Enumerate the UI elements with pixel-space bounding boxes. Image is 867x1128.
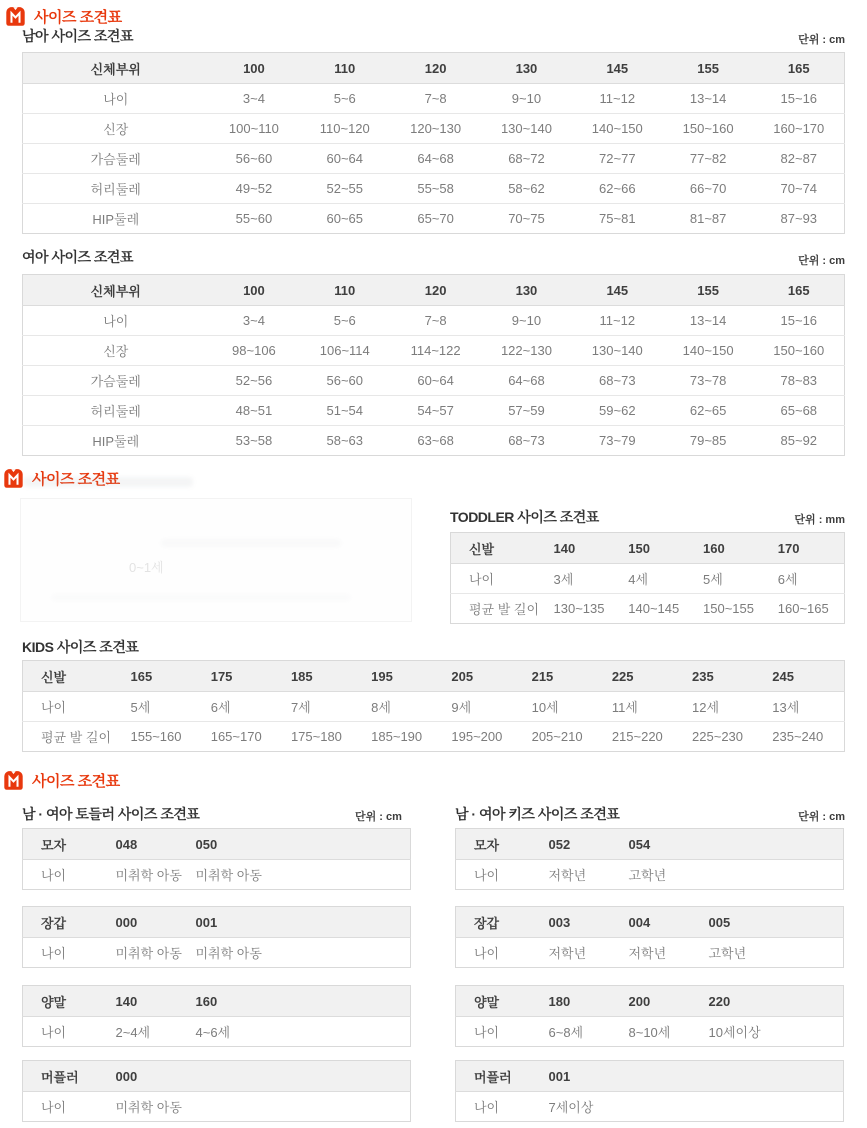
table-row xyxy=(23,1017,411,1047)
table-row-label: 나이 xyxy=(451,564,546,594)
table-cell-value: 64~68 xyxy=(481,366,572,396)
table-cell-value: 140~150 xyxy=(572,114,663,144)
table-cell-value: 15~16 xyxy=(754,84,845,114)
table-row-label: 양말 xyxy=(456,986,541,1017)
table-cell-value: 6~8세 xyxy=(541,1017,621,1047)
table-cell-value: 58~62 xyxy=(481,174,572,204)
table-cell-value: 79~85 xyxy=(663,426,754,456)
table-cell-value: 8세 xyxy=(363,692,443,722)
table-row-label: 나이 xyxy=(23,1092,108,1122)
table-row xyxy=(23,366,845,396)
filler-cell xyxy=(268,907,411,938)
table-cell-value: 60~64 xyxy=(390,366,481,396)
filler-cell xyxy=(781,938,844,968)
toddler-muffler-table xyxy=(22,1060,411,1122)
table-row-label: 나이 xyxy=(456,1092,541,1122)
size-header-value: 205 xyxy=(443,661,523,692)
table-cell-value: 10세 xyxy=(524,692,604,722)
size-header-value: 145 xyxy=(572,275,663,306)
table-cell-value: 저학년 xyxy=(541,938,621,968)
table-row xyxy=(23,396,845,426)
table-cell-value: 5세 xyxy=(123,692,203,722)
table-row-label: 나이 xyxy=(23,1017,108,1047)
toddler-hat-table xyxy=(22,828,411,890)
table-cell-value: 73~79 xyxy=(572,426,663,456)
table-cell-value: 5세 xyxy=(695,564,770,594)
faded-row-smear xyxy=(161,539,341,547)
table-cell-value: 165~170 xyxy=(203,722,283,752)
table-cell-value: 58~63 xyxy=(299,426,390,456)
kids-accessories-title: 남 · 여아 키즈 사이즈 조견표 xyxy=(455,806,620,822)
table-row-label: HIP둘레 xyxy=(23,426,209,456)
table-row-label: 신체부위 xyxy=(23,275,209,306)
table-cell-value: 52~56 xyxy=(209,366,300,396)
table-cell-value: 54~57 xyxy=(390,396,481,426)
faded-title-smear xyxy=(23,477,193,487)
size-header-value: 165 xyxy=(123,661,203,692)
table-row xyxy=(23,336,845,366)
table-cell-value: 56~60 xyxy=(209,144,300,174)
size-header-value: 001 xyxy=(541,1061,621,1092)
table-row-label: 나이 xyxy=(456,938,541,968)
table-row-label: 허리둘레 xyxy=(23,396,209,426)
size-header-value: 100 xyxy=(209,53,300,84)
size-header-value: 180 xyxy=(541,986,621,1017)
table-cell-value: 185~190 xyxy=(363,722,443,752)
toddler-shoe-table xyxy=(450,532,845,624)
table-cell-value: 78~83 xyxy=(754,366,845,396)
table-cell-value: 175~180 xyxy=(283,722,363,752)
size-header-value: 048 xyxy=(108,829,188,860)
table-row-label: 모자 xyxy=(23,829,108,860)
table-cell-value: 64~68 xyxy=(390,144,481,174)
filler-cell xyxy=(781,907,844,938)
table-row xyxy=(23,426,845,456)
table-cell-value: 15~16 xyxy=(754,306,845,336)
table-cell-value: 7세 xyxy=(283,692,363,722)
table-cell-value: 106~114 xyxy=(299,336,390,366)
table-cell-value: 130~140 xyxy=(572,336,663,366)
toddler-chart-title: TODDLER 사이즈 조견표 xyxy=(450,509,599,525)
table-cell-value: 51~54 xyxy=(299,396,390,426)
table-row xyxy=(23,204,845,234)
table-row xyxy=(23,860,411,890)
filler-cell xyxy=(781,986,844,1017)
table-row xyxy=(23,722,845,752)
table-row-label: 신장 xyxy=(23,114,209,144)
table-row-label: 장갑 xyxy=(456,907,541,938)
table-cell-value: 68~72 xyxy=(481,144,572,174)
table-cell-value: 4~6세 xyxy=(188,1017,268,1047)
table-row-label: 나이 xyxy=(23,306,209,336)
table-cell-value: 미취학 아동 xyxy=(108,860,188,890)
table-cell-value: 48~51 xyxy=(209,396,300,426)
table-row xyxy=(451,594,845,624)
kids-accessories-unit: 단위 : cm xyxy=(798,811,845,823)
size-header-value: 155 xyxy=(663,275,754,306)
table-cell-value: 235~240 xyxy=(764,722,844,752)
table-cell-value: 140~150 xyxy=(663,336,754,366)
girls-size-table xyxy=(22,274,845,456)
size-header-value: 245 xyxy=(764,661,844,692)
filler-cell xyxy=(701,860,844,890)
table-cell-value: 205~210 xyxy=(524,722,604,752)
table-cell-value: 57~59 xyxy=(481,396,572,426)
table-cell-value: 62~66 xyxy=(572,174,663,204)
boys-size-table xyxy=(22,52,845,234)
table-row-label: 신발 xyxy=(23,661,123,692)
size-header-value: 220 xyxy=(701,986,781,1017)
kids-shoe-table xyxy=(22,660,845,752)
table-cell-value: 4세 xyxy=(620,564,695,594)
table-cell-value: 7~8 xyxy=(390,84,481,114)
table-cell-value: 65~70 xyxy=(390,204,481,234)
size-header-value: 175 xyxy=(203,661,283,692)
table-cell-value: 110~120 xyxy=(299,114,390,144)
table-cell-value: 85~92 xyxy=(754,426,845,456)
faded-age-text: 0~1세 xyxy=(129,560,164,575)
table-cell-value: 12세 xyxy=(684,692,764,722)
table-cell-value: 52~55 xyxy=(299,174,390,204)
girls-chart-title: 여아 사이즈 조견표 xyxy=(22,249,133,265)
table-cell-value: 62~65 xyxy=(663,396,754,426)
table-cell-value: 140~145 xyxy=(620,594,695,624)
table-row xyxy=(23,84,845,114)
table-cell-value: 11세 xyxy=(604,692,684,722)
filler-cell xyxy=(188,1092,411,1122)
brand-jacket-icon xyxy=(2,467,25,490)
table-cell-value: 122~130 xyxy=(481,336,572,366)
table-cell-value: 60~65 xyxy=(299,204,390,234)
table-cell-value: 160~165 xyxy=(770,594,845,624)
table-cell-value: 6세 xyxy=(203,692,283,722)
table-cell-value: 114~122 xyxy=(390,336,481,366)
table-row-label: 나이 xyxy=(456,860,541,890)
table-row-label: 머플러 xyxy=(456,1061,541,1092)
table-cell-value: 65~68 xyxy=(754,396,845,426)
filler-cell xyxy=(268,1017,411,1047)
table-cell-value: 98~106 xyxy=(209,336,300,366)
table-cell-value: 저학년 xyxy=(541,860,621,890)
section1-header xyxy=(4,5,122,28)
toddler-accessories-title: 남 · 여아 토들러 사이즈 조견표 xyxy=(22,806,200,822)
table-cell-value: 87~93 xyxy=(754,204,845,234)
size-header-value: 100 xyxy=(209,275,300,306)
filler-cell xyxy=(268,860,411,890)
table-cell-value: 63~68 xyxy=(390,426,481,456)
table-row xyxy=(23,1092,411,1122)
kids-muffler-table xyxy=(455,1060,844,1122)
girls-unit-label: 단위 : cm xyxy=(798,255,845,267)
table-cell-value: 8~10세 xyxy=(621,1017,701,1047)
size-header-value: 130 xyxy=(481,53,572,84)
table-row-label: 나이 xyxy=(456,1017,541,1047)
table-cell-value: 3~4 xyxy=(209,306,300,336)
size-header-value: 165 xyxy=(754,275,845,306)
size-header-value: 225 xyxy=(604,661,684,692)
size-header-value: 130 xyxy=(481,275,572,306)
table-cell-value: 150~160 xyxy=(663,114,754,144)
table-cell-value: 68~73 xyxy=(481,426,572,456)
toddler-unit-label: 단위 : mm xyxy=(794,514,845,526)
size-header-value: 003 xyxy=(541,907,621,938)
filler-cell xyxy=(268,986,411,1017)
table-cell-value: 미취학 아동 xyxy=(108,938,188,968)
table-row-label: 허리둘레 xyxy=(23,174,209,204)
size-header-value: 140 xyxy=(108,986,188,1017)
table-row xyxy=(23,692,845,722)
table-cell-value: 59~62 xyxy=(572,396,663,426)
boys-chart-title: 남아 사이즈 조견표 xyxy=(22,28,133,44)
table-cell-value: 미취학 아동 xyxy=(188,860,268,890)
filler-cell xyxy=(621,1092,844,1122)
table-row xyxy=(23,174,845,204)
size-header-value: 000 xyxy=(108,1061,188,1092)
table-cell-value: 150~155 xyxy=(695,594,770,624)
filler-cell xyxy=(701,829,844,860)
size-header-value: 004 xyxy=(621,907,701,938)
table-cell-value: 120~130 xyxy=(390,114,481,144)
size-header-value: 185 xyxy=(283,661,363,692)
size-header-value: 110 xyxy=(299,53,390,84)
table-row xyxy=(23,306,845,336)
size-header-value: 052 xyxy=(541,829,621,860)
table-cell-value: 66~70 xyxy=(663,174,754,204)
table-row-label: 신체부위 xyxy=(23,53,209,84)
table-cell-value: 9세 xyxy=(443,692,523,722)
table-cell-value: 75~81 xyxy=(572,204,663,234)
filler-cell xyxy=(621,1061,844,1092)
size-header-value: 145 xyxy=(572,53,663,84)
kids-chart-title: KIDS 사이즈 조견표 xyxy=(22,639,139,655)
size-header-value: 000 xyxy=(108,907,188,938)
table-row xyxy=(456,1017,844,1047)
size-header-value: 155 xyxy=(663,53,754,84)
table-row-label: 모자 xyxy=(456,829,541,860)
filler-cell xyxy=(268,938,411,968)
table-cell-value: 77~82 xyxy=(663,144,754,174)
table-cell-value: 9~10 xyxy=(481,306,572,336)
table-row-label: 가슴둘레 xyxy=(23,366,209,396)
kids-socks-table xyxy=(455,985,844,1047)
table-cell-value: 11~12 xyxy=(572,84,663,114)
kids-hat-table xyxy=(455,828,844,890)
table-cell-value: 저학년 xyxy=(621,938,701,968)
table-row xyxy=(456,860,844,890)
table-cell-value: 150~160 xyxy=(754,336,845,366)
toddler-accessories-unit: 단위 : cm xyxy=(355,811,402,823)
toddler-gloves-table xyxy=(22,906,411,968)
size-header-value: 235 xyxy=(684,661,764,692)
kids-gloves-table xyxy=(455,906,844,968)
table-cell-value: 고학년 xyxy=(701,938,781,968)
table-cell-value: 10세이상 xyxy=(701,1017,781,1047)
table-cell-value: 7세이상 xyxy=(541,1092,621,1122)
table-cell-value: 225~230 xyxy=(684,722,764,752)
table-cell-value: 53~58 xyxy=(209,426,300,456)
table-row-label: 평균 발 길이 xyxy=(451,594,546,624)
table-row-label: 평균 발 길이 xyxy=(23,722,123,752)
table-cell-value: 55~60 xyxy=(209,204,300,234)
table-row-label: HIP둘레 xyxy=(23,204,209,234)
table-cell-value: 82~87 xyxy=(754,144,845,174)
table-cell-value: 130~140 xyxy=(481,114,572,144)
table-cell-value: 72~77 xyxy=(572,144,663,174)
filler-cell xyxy=(781,1017,844,1047)
table-cell-value: 11~12 xyxy=(572,306,663,336)
section1-title: 사이즈 조견표 xyxy=(34,9,122,26)
table-cell-value: 155~160 xyxy=(123,722,203,752)
table-cell-value: 미취학 아동 xyxy=(108,1092,188,1122)
table-cell-value: 9~10 xyxy=(481,84,572,114)
table-cell-value: 70~75 xyxy=(481,204,572,234)
table-row-label: 머플러 xyxy=(23,1061,108,1092)
table-cell-value: 130~135 xyxy=(546,594,621,624)
table-row xyxy=(23,114,845,144)
section3-title: 사이즈 조견표 xyxy=(32,773,120,790)
table-cell-value: 49~52 xyxy=(209,174,300,204)
filler-cell xyxy=(188,1061,411,1092)
size-header-value: 050 xyxy=(188,829,268,860)
table-row-label: 신장 xyxy=(23,336,209,366)
table-cell-value: 13~14 xyxy=(663,84,754,114)
table-cell-value: 5~6 xyxy=(299,306,390,336)
table-row-label: 가슴둘레 xyxy=(23,144,209,174)
table-cell-value: 195~200 xyxy=(443,722,523,752)
table-cell-value: 13세 xyxy=(764,692,844,722)
table-row-label: 나이 xyxy=(23,938,108,968)
faded-baby-table-image xyxy=(20,498,412,622)
table-row xyxy=(451,564,845,594)
table-cell-value: 60~64 xyxy=(299,144,390,174)
brand-jacket-icon xyxy=(4,5,27,28)
table-cell-value: 고학년 xyxy=(621,860,701,890)
size-header-value: 160 xyxy=(188,986,268,1017)
size-header-value: 140 xyxy=(546,533,621,564)
size-header-value: 120 xyxy=(390,53,481,84)
table-cell-value: 70~74 xyxy=(754,174,845,204)
table-row-label: 나이 xyxy=(23,692,123,722)
table-row-label: 양말 xyxy=(23,986,108,1017)
size-header-value: 110 xyxy=(299,275,390,306)
table-row-label: 나이 xyxy=(23,860,108,890)
size-header-value: 005 xyxy=(701,907,781,938)
table-cell-value: 68~73 xyxy=(572,366,663,396)
table-row-label: 나이 xyxy=(23,84,209,114)
size-header-value: 200 xyxy=(621,986,701,1017)
table-cell-value: 7~8 xyxy=(390,306,481,336)
section2-title: 사이즈 조견표 xyxy=(32,471,120,488)
table-cell-value: 215~220 xyxy=(604,722,684,752)
size-header-value: 150 xyxy=(620,533,695,564)
size-header-value: 120 xyxy=(390,275,481,306)
table-row xyxy=(23,938,411,968)
table-cell-value: 55~58 xyxy=(390,174,481,204)
size-header-value: 195 xyxy=(363,661,443,692)
table-cell-value: 160~170 xyxy=(754,114,845,144)
table-row xyxy=(456,1092,844,1122)
size-header-value: 160 xyxy=(695,533,770,564)
toddler-socks-table xyxy=(22,985,411,1047)
table-cell-value: 100~110 xyxy=(209,114,300,144)
filler-cell xyxy=(268,829,411,860)
faded-row-smear xyxy=(51,594,351,601)
table-cell-value: 13~14 xyxy=(663,306,754,336)
size-header-value: 001 xyxy=(188,907,268,938)
brand-jacket-icon xyxy=(2,769,25,792)
size-header-value: 054 xyxy=(621,829,701,860)
section3-header xyxy=(2,769,120,792)
table-cell-value: 6세 xyxy=(770,564,845,594)
table-cell-value: 3세 xyxy=(546,564,621,594)
table-cell-value: 73~78 xyxy=(663,366,754,396)
table-cell-value: 56~60 xyxy=(299,366,390,396)
table-row-label: 신발 xyxy=(451,533,546,564)
size-header-value: 215 xyxy=(524,661,604,692)
table-row xyxy=(456,938,844,968)
table-row-label: 장갑 xyxy=(23,907,108,938)
size-header-value: 165 xyxy=(754,53,845,84)
table-cell-value: 81~87 xyxy=(663,204,754,234)
table-row xyxy=(23,144,845,174)
table-cell-value: 3~4 xyxy=(209,84,300,114)
size-header-value: 170 xyxy=(770,533,845,564)
boys-unit-label: 단위 : cm xyxy=(798,34,845,46)
table-cell-value: 2~4세 xyxy=(108,1017,188,1047)
table-cell-value: 5~6 xyxy=(299,84,390,114)
table-cell-value: 미취학 아동 xyxy=(188,938,268,968)
